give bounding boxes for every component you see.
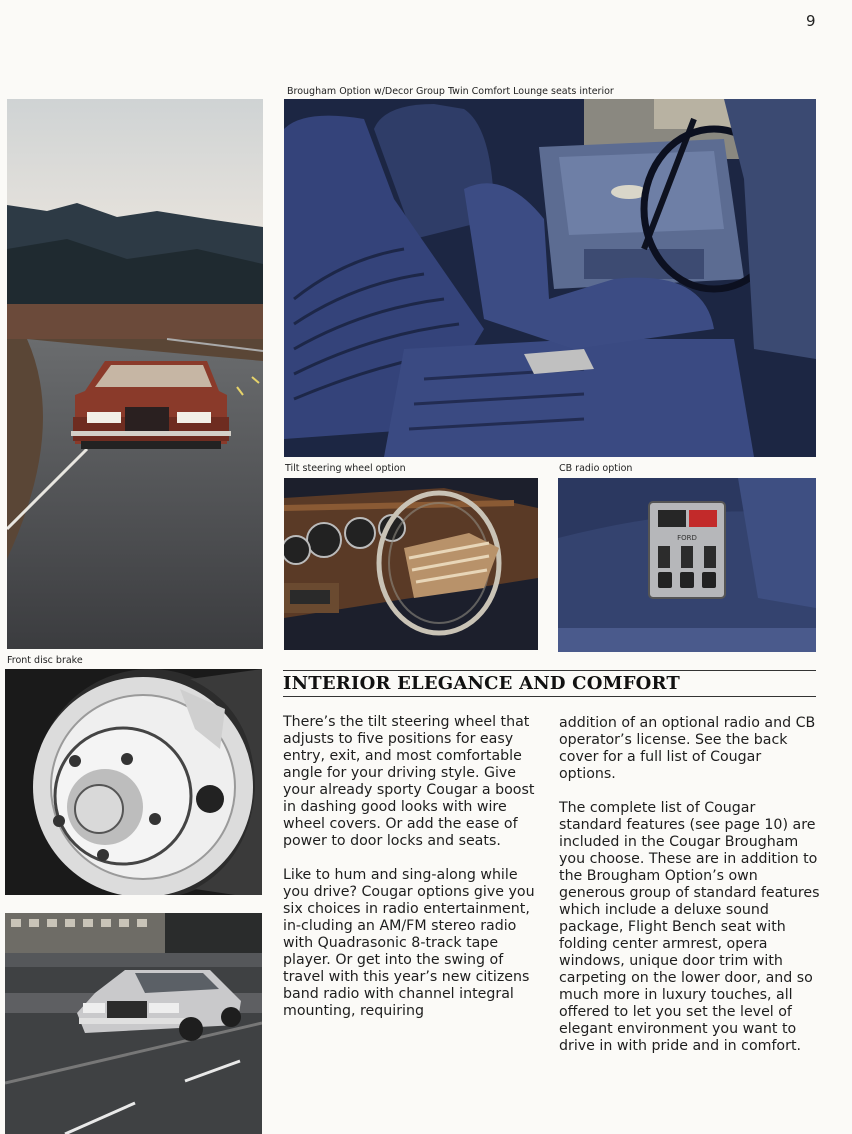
cb-unit xyxy=(649,502,725,598)
car-road-illustration xyxy=(7,99,263,649)
silver-car-illustration xyxy=(5,913,262,1134)
section-heading: INTERIOR ELEGANCE AND COMFORT xyxy=(283,673,680,694)
photo-silver-car-lot xyxy=(5,913,262,1134)
body-paragraph: There’s the tilt steering wheel that adjusts to five positions for easy entry, exit, and most comfortable angle for your driving style. Give your already sporty Cougar a boost in dashing good looks with wire wheel covers. Or add the ease of power to door locks and seats. xyxy=(283,714,535,849)
photo-tilt-steering-wheel xyxy=(284,478,538,650)
caption-brougham-interior: Brougham Option w/Decor Group Twin Comfort Lounge seats interior xyxy=(287,86,614,97)
heading-rule-top xyxy=(283,670,816,671)
body-paragraph: addition of an optional radio and CB operator’s license. See the back cover for a full list of Cougar options. xyxy=(559,715,816,782)
body-paragraph: The complete list of Cougar standard features (see page 10) are included in the Cougar Brougham you choose. These are in addition to the Brougham Option’s own generous group of standard features which include a deluxe sound package, Flight Bench seat with folding center armrest, opera windows, unique door trim with carpeting on the lower door, and so much more in luxury touches, all offered to let you set the level of elegant environment you want to drive in with pride and in comfort. xyxy=(559,800,820,1054)
cb-radio-illustration xyxy=(558,478,816,652)
body-column-right xyxy=(559,715,821,1072)
body-column-left xyxy=(283,714,545,1037)
photo-interior-seats xyxy=(284,99,816,457)
caption-tilt-steering: Tilt steering wheel option xyxy=(285,463,406,474)
photo-car-mountain-road xyxy=(7,99,263,649)
page-number: 9 xyxy=(806,12,816,30)
steering-wheel-illustration xyxy=(284,478,538,650)
photo-front-disc-brake xyxy=(5,669,262,895)
body-paragraph: Like to hum and sing-along while you drive? Cougar options give you six choices in radio entertainment, in-cluding an AM/FM stereo radio with Quadrasonic 8-track tape player. Or get into the swing of travel with this year’s new citizens band radio with channel integral mounting, requiring xyxy=(283,867,535,1019)
heading-rule-bottom xyxy=(283,696,816,697)
photo-cb-radio xyxy=(558,478,816,652)
interior-illustration xyxy=(284,99,816,457)
caption-front-disc-brake: Front disc brake xyxy=(7,655,83,666)
cb-brand-mark: FORD xyxy=(677,534,697,542)
caption-cb-radio: CB radio option xyxy=(559,463,633,474)
disc-brake-illustration xyxy=(5,669,262,895)
